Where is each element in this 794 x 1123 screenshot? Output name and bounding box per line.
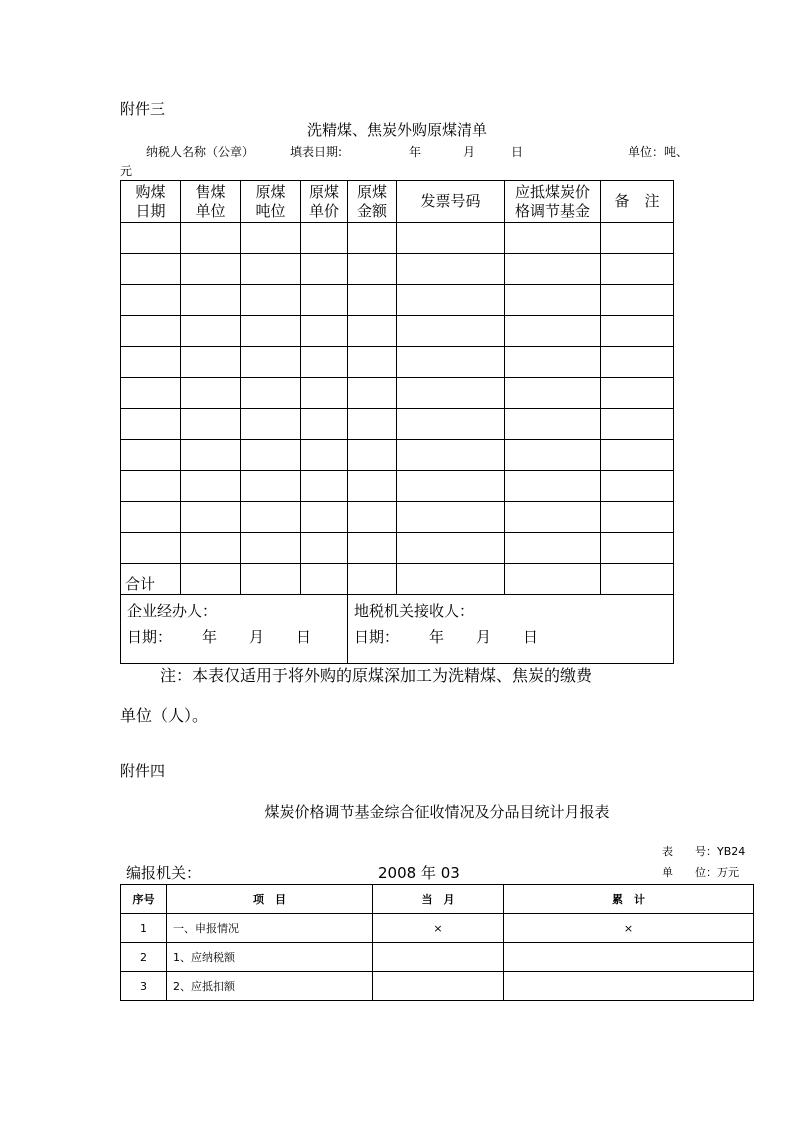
table-cell[interactable] <box>181 378 241 409</box>
table-cell[interactable] <box>505 440 601 471</box>
unit-label: 单位：吨、 <box>628 145 689 159</box>
unit-label-wrap: 元 <box>120 164 133 178</box>
enterprise-date-year: 年 <box>202 628 218 646</box>
table-cell[interactable] <box>397 440 505 471</box>
row-item: 2、应抵扣额 <box>167 972 373 1001</box>
table-cell[interactable] <box>505 254 601 285</box>
table-cell[interactable] <box>601 223 674 254</box>
table-cell[interactable] <box>241 564 301 595</box>
table-cell[interactable] <box>301 316 348 347</box>
tax-date-day: 日 <box>523 628 539 646</box>
fill-date-year: 年 <box>409 145 422 159</box>
header-tonnage: 原煤 吨位 <box>241 181 301 223</box>
table-cell[interactable] <box>505 223 601 254</box>
table-cell[interactable] <box>601 440 674 471</box>
table-cell[interactable] <box>241 316 301 347</box>
table-cell[interactable] <box>397 223 505 254</box>
table-cell[interactable] <box>241 378 301 409</box>
row-cumulative[interactable] <box>504 943 754 972</box>
table-cell[interactable] <box>241 502 301 533</box>
header-fund: 应抵煤炭价 格调节基金 <box>505 181 601 223</box>
signature-row <box>121 595 674 664</box>
table-cell[interactable] <box>181 533 241 564</box>
table-cell[interactable] <box>181 347 241 378</box>
form-number: 表 号：YB24 <box>662 845 746 858</box>
table-cell[interactable] <box>181 440 241 471</box>
table-cell[interactable] <box>301 409 348 440</box>
table-cell[interactable] <box>241 533 301 564</box>
report-unit: 单 位：万元 <box>662 866 739 879</box>
table-cell[interactable] <box>601 378 674 409</box>
annex3-title: 洗精煤、焦炭外购原煤清单 <box>306 121 487 139</box>
tax-date-label: 日期： <box>354 628 400 646</box>
table-cell[interactable] <box>181 285 241 316</box>
table-row <box>121 471 674 502</box>
table-cell[interactable] <box>121 223 181 254</box>
taxpayer-name-label: 纳税人名称（公章） <box>146 145 255 159</box>
table-cell[interactable] <box>397 502 505 533</box>
table-row <box>121 972 754 1001</box>
enterprise-date-day: 日 <box>296 628 312 646</box>
table-cell[interactable] <box>397 254 505 285</box>
header-seq: 序号 <box>121 885 167 914</box>
header-amount: 原煤 金额 <box>348 181 397 223</box>
table-cell[interactable] <box>397 533 505 564</box>
tax-date-month: 月 <box>476 628 492 646</box>
table-header-row <box>121 181 674 223</box>
header-unit-price: 原煤 单价 <box>301 181 348 223</box>
table-cell[interactable] <box>241 347 301 378</box>
tax-receiver-cell[interactable] <box>348 595 674 664</box>
table-cell[interactable] <box>601 533 674 564</box>
table-cell[interactable] <box>505 533 601 564</box>
table-cell[interactable] <box>121 347 181 378</box>
table-cell[interactable] <box>121 409 181 440</box>
table-row <box>121 533 674 564</box>
table-row <box>121 440 674 471</box>
table-cell[interactable] <box>397 409 505 440</box>
table-cell[interactable] <box>181 471 241 502</box>
fill-date-label: 填表日期: <box>290 145 343 159</box>
table-cell[interactable] <box>505 471 601 502</box>
header-seller: 售煤 单位 <box>181 181 241 223</box>
table-cell[interactable] <box>397 316 505 347</box>
table-cell[interactable] <box>301 533 348 564</box>
table-cell[interactable] <box>181 316 241 347</box>
enterprise-date-label: 日期： <box>127 628 173 646</box>
table-cell[interactable] <box>301 564 348 595</box>
table-cell[interactable] <box>505 564 601 595</box>
table-row <box>121 409 674 440</box>
row-seq: 1 <box>121 914 167 943</box>
table-cell[interactable] <box>505 316 601 347</box>
table-row <box>121 316 674 347</box>
row-item: 一、申报情况 <box>167 914 373 943</box>
fill-date-day: 日 <box>511 145 524 159</box>
table-cell[interactable] <box>505 285 601 316</box>
table-header-row <box>121 885 754 914</box>
table-cell[interactable] <box>348 378 397 409</box>
annex4-label: 附件四 <box>120 762 166 780</box>
table-cell[interactable] <box>301 223 348 254</box>
total-row <box>121 564 674 595</box>
table-cell[interactable] <box>348 471 397 502</box>
header-invoice-no: 发票号码 <box>397 181 505 223</box>
row-current-month[interactable]: × <box>373 914 504 943</box>
table-cell[interactable] <box>301 502 348 533</box>
table-cell[interactable] <box>348 409 397 440</box>
table-cell[interactable] <box>348 347 397 378</box>
table-cell[interactable] <box>505 347 601 378</box>
reporting-org-label: 编报机关： <box>126 864 202 882</box>
table-cell[interactable] <box>181 409 241 440</box>
table-cell[interactable] <box>121 378 181 409</box>
table-cell[interactable] <box>601 471 674 502</box>
row-item: 1、应纳税额 <box>167 943 373 972</box>
table-cell[interactable] <box>348 223 397 254</box>
table-cell[interactable] <box>348 254 397 285</box>
report-period: 2008 年 03 <box>378 864 460 882</box>
table-cell[interactable] <box>301 285 348 316</box>
table-cell[interactable] <box>601 316 674 347</box>
table-cell[interactable] <box>241 440 301 471</box>
header-remarks: 备 注 <box>601 181 674 223</box>
tax-date-year: 年 <box>429 628 445 646</box>
table-row <box>121 254 674 285</box>
enterprise-date-month: 月 <box>249 628 265 646</box>
table-cell[interactable] <box>348 285 397 316</box>
fill-date-month: 月 <box>463 145 476 159</box>
table-cell[interactable] <box>601 254 674 285</box>
table-row <box>121 347 674 378</box>
table-cell[interactable] <box>505 502 601 533</box>
table-cell[interactable] <box>301 440 348 471</box>
table-row <box>121 914 754 943</box>
header-current-month: 当 月 <box>373 885 504 914</box>
header-purchase-date: 购煤 日期 <box>121 181 181 223</box>
coal-purchase-table <box>120 180 674 664</box>
table-cell[interactable] <box>301 471 348 502</box>
table-cell[interactable] <box>241 223 301 254</box>
table-cell[interactable] <box>348 440 397 471</box>
header-cumulative: 累 计 <box>504 885 754 914</box>
table-cell[interactable] <box>121 471 181 502</box>
table-cell[interactable] <box>348 564 397 595</box>
table-row <box>121 378 674 409</box>
fund-report-table <box>120 884 754 1001</box>
table-cell[interactable] <box>348 316 397 347</box>
table-cell[interactable] <box>505 378 601 409</box>
enterprise-handler-label: 企业经办人： <box>127 602 218 620</box>
note-line-2: 单位（人）。 <box>120 706 209 725</box>
table-cell[interactable] <box>397 347 505 378</box>
table-row <box>121 502 674 533</box>
table-cell[interactable] <box>601 347 674 378</box>
table-cell[interactable] <box>348 502 397 533</box>
table-cell[interactable] <box>121 316 181 347</box>
row-current-month[interactable] <box>373 943 504 972</box>
table-cell[interactable] <box>397 564 505 595</box>
table-cell[interactable] <box>181 223 241 254</box>
table-cell[interactable] <box>397 285 505 316</box>
row-cumulative[interactable]: × <box>504 914 754 943</box>
table-cell[interactable] <box>241 471 301 502</box>
table-cell[interactable] <box>601 564 674 595</box>
table-cell[interactable] <box>301 347 348 378</box>
row-current-month[interactable] <box>373 972 504 1001</box>
annex3-label: 附件三 <box>120 100 166 118</box>
table-cell[interactable] <box>301 378 348 409</box>
table-cell[interactable] <box>397 378 505 409</box>
table-cell[interactable] <box>601 409 674 440</box>
table-cell[interactable] <box>121 533 181 564</box>
table-cell[interactable] <box>121 440 181 471</box>
table-row <box>121 223 674 254</box>
enterprise-handler-cell[interactable] <box>121 595 348 664</box>
table-cell[interactable] <box>121 285 181 316</box>
table-row <box>121 285 674 316</box>
annex4-title: 煤炭价格调节基金综合征收情况及分品目统计月报表 <box>264 803 610 821</box>
header-item: 项 目 <box>167 885 373 914</box>
table-cell[interactable] <box>241 409 301 440</box>
table-cell[interactable] <box>121 254 181 285</box>
table-cell[interactable] <box>241 254 301 285</box>
table-cell[interactable] <box>181 254 241 285</box>
table-cell[interactable] <box>505 409 601 440</box>
table-row <box>121 943 754 972</box>
table-cell[interactable] <box>181 564 241 595</box>
total-label: 合计 <box>121 564 181 595</box>
table-cell[interactable] <box>121 502 181 533</box>
table-cell[interactable] <box>181 502 241 533</box>
tax-receiver-label: 地税机关接收人： <box>354 602 475 620</box>
table-cell[interactable] <box>241 285 301 316</box>
row-cumulative[interactable] <box>504 972 754 1001</box>
table-cell[interactable] <box>397 471 505 502</box>
table-cell[interactable] <box>601 285 674 316</box>
row-seq: 3 <box>121 972 167 1001</box>
table-cell[interactable] <box>348 533 397 564</box>
table-cell[interactable] <box>301 254 348 285</box>
note-line-1: 注：本表仅适用于将外购的原煤深加工为洗精煤、焦炭的缴费 <box>160 666 593 685</box>
table-cell[interactable] <box>601 502 674 533</box>
row-seq: 2 <box>121 943 167 972</box>
